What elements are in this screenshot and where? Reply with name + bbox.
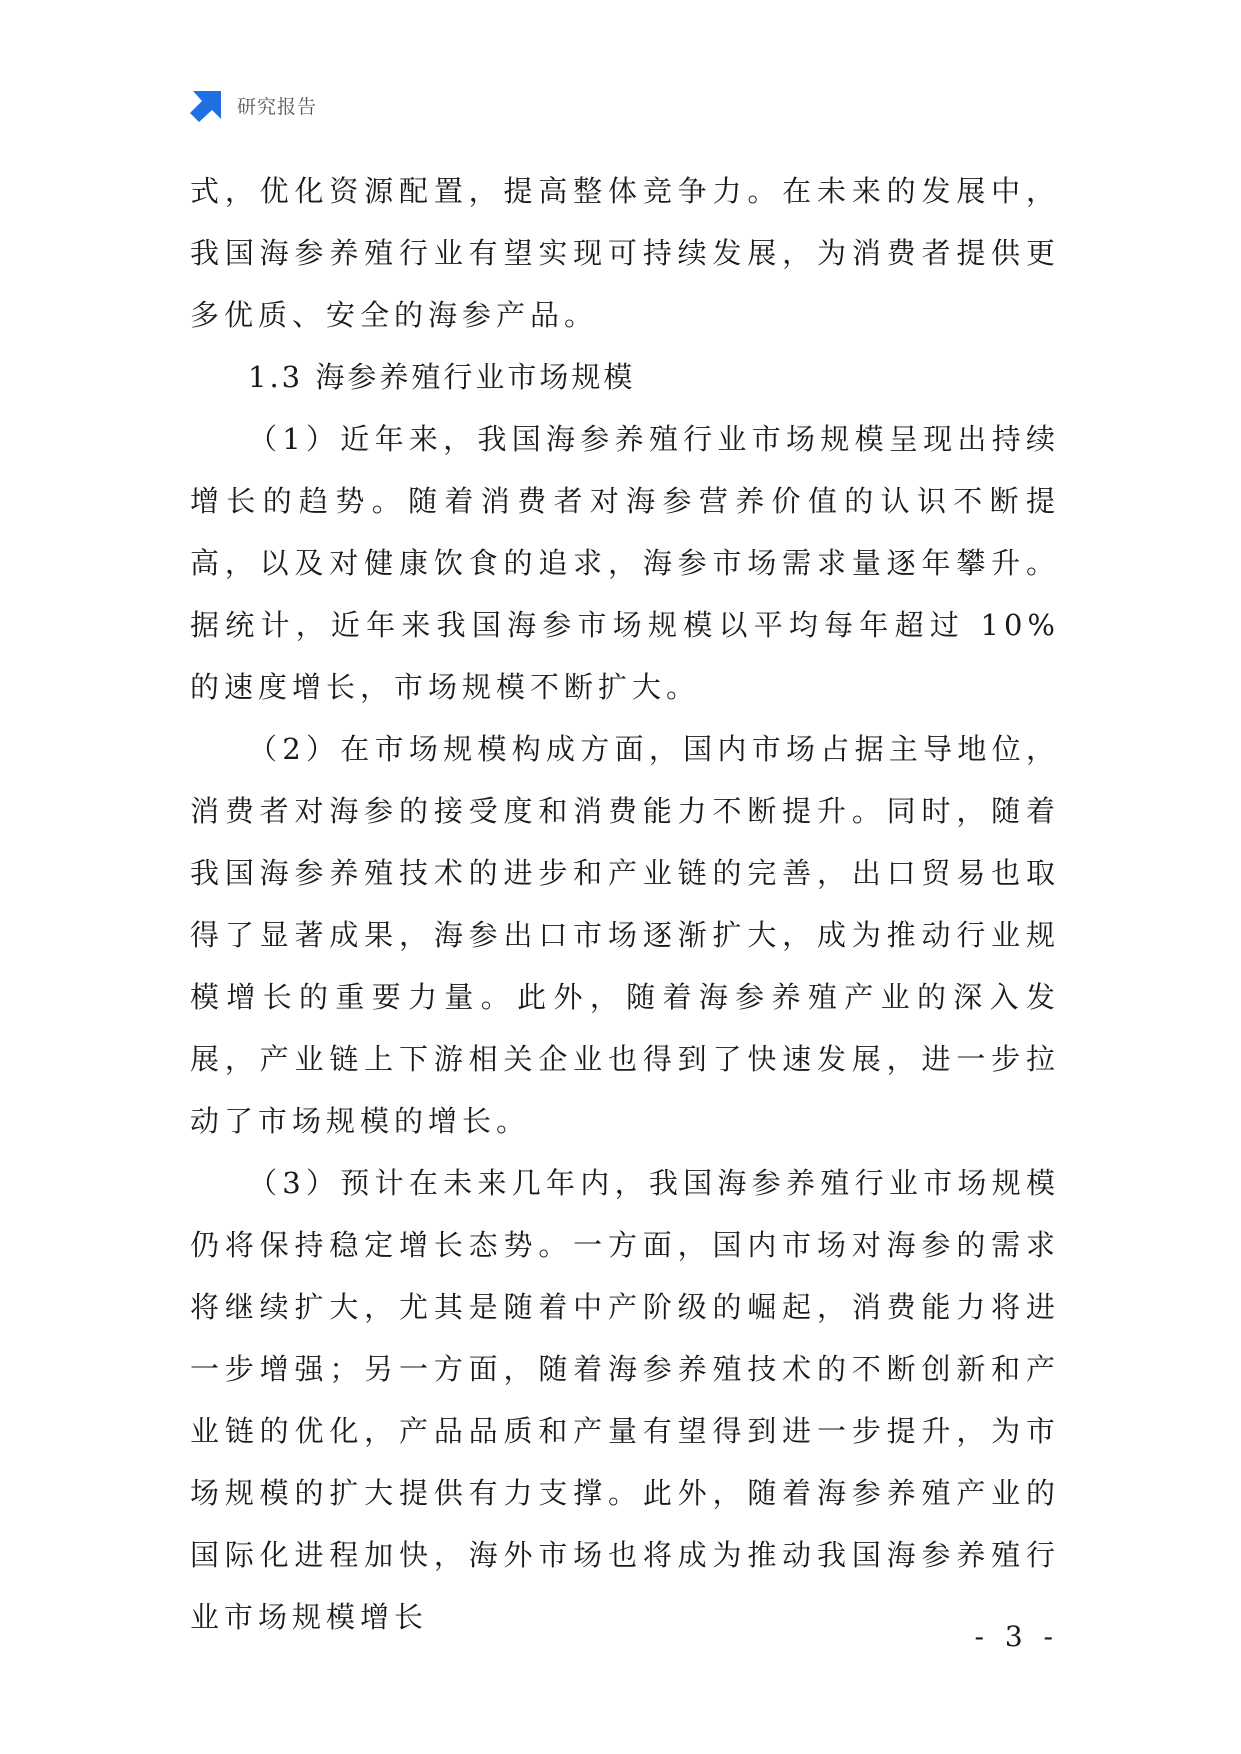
paragraph-1: （1）近年来，我国海参养殖行业市场规模呈现出持续增长的趋势。随着消费者对海参营养价值的认识不断提高，以及对健康饮食的追求，海参市场需求量逐年攀升。据统计，近年来我国海参市场规模以平均每年超过 10%的速度增长，市场规模不断扩大。	[190, 422, 1060, 704]
paragraph-2: （2）在市场规模构成方面，国内市场占据主导地位，消费者对海参的接受度和消费能力不断提升。同时，随着我国海参养殖技术的进步和产业链的完善，出口贸易也取得了显著成果，海参出口市场逐渐扩大，成为推动行业规模增长的重要力量。此外，随着海参养殖产业的深入发展，产业链上下游相关企业也得到了快速发展，进一步拉动了市场规模的增长。	[190, 732, 1060, 1138]
page-header	[190, 88, 317, 122]
section-heading: 1.3 海参养殖行业市场规模	[248, 360, 636, 394]
document-body	[190, 160, 1060, 1648]
header-title: 研究报告	[237, 95, 318, 118]
page-number: - 3 -	[974, 1620, 1059, 1653]
arrow-up-right-logo-icon	[190, 88, 224, 122]
continuation-paragraph: 式，优化资源配置，提高整体竞争力。在未来的发展中，我国海参养殖行业有望实现可持续发展，为消费者提供更多优质、安全的海参产品。	[190, 174, 1060, 332]
paragraph-3: （3）预计在未来几年内，我国海参养殖行业市场规模仍将保持稳定增长态势。一方面，国内市场对海参的需求将继续扩大，尤其是随着中产阶级的崛起，消费能力将进一步增强；另一方面，随着海参养殖技术的不断创新和产业链的优化，产品品质和产量有望得到进一步提升，为市场规模的扩大提供有力支撑。此外，随着海参养殖产业的国际化进程加快，海外市场也将成为推动我国海参养殖行业市场规模增长	[190, 1166, 1060, 1634]
